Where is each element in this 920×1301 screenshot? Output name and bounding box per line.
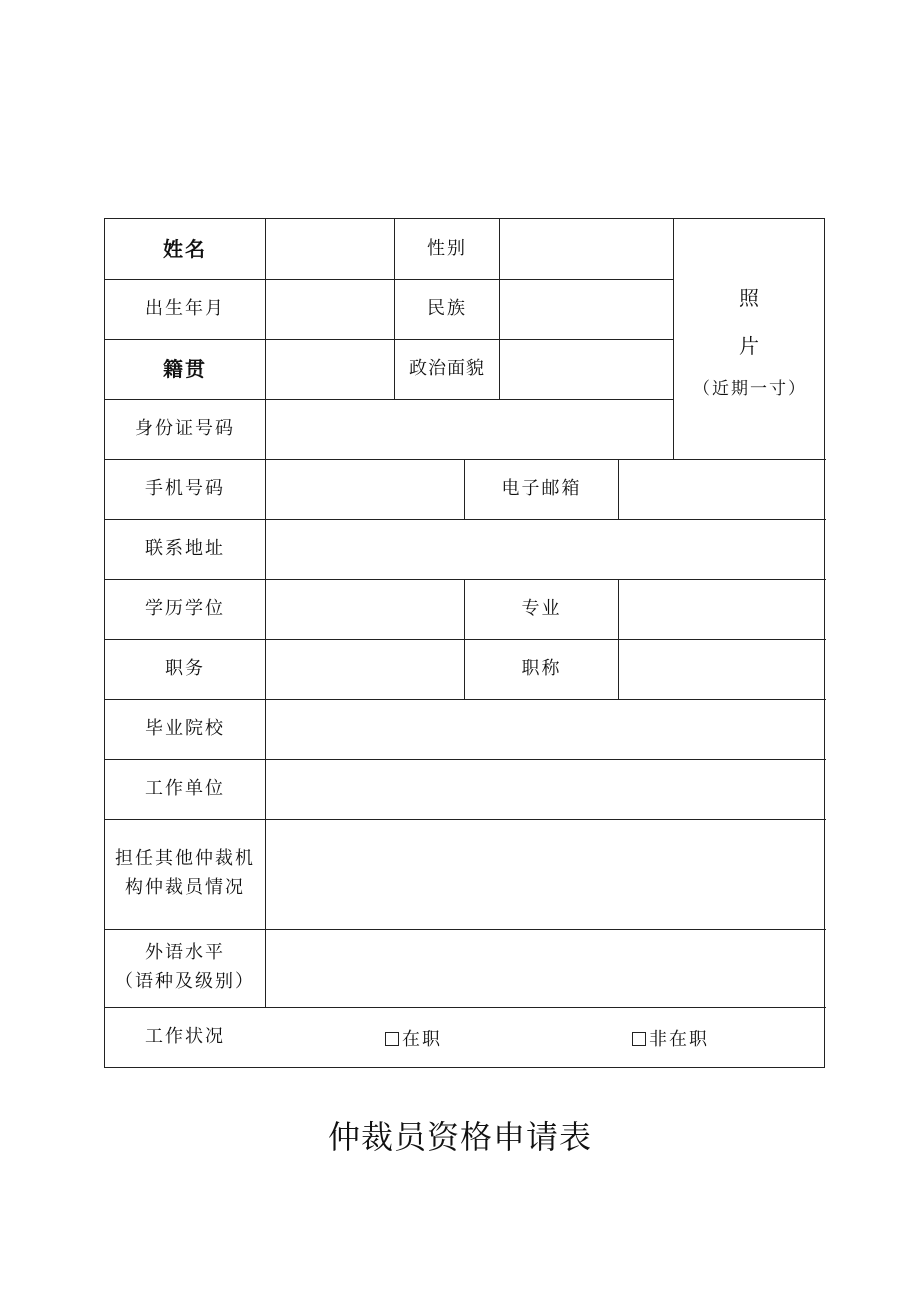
- employer-label: 工作单位: [145, 777, 225, 799]
- language-label: [105, 929, 265, 1007]
- education-label: 学历学位: [145, 597, 225, 619]
- photo-label-line2: 片: [739, 334, 761, 359]
- email-label: 电子邮箱: [501, 477, 582, 499]
- political-field[interactable]: [500, 339, 673, 399]
- address-field[interactable]: [266, 519, 826, 579]
- option-employed-label: 在职: [402, 1029, 442, 1050]
- name-field[interactable]: [266, 219, 394, 279]
- mobile-label: 手机号码: [145, 477, 225, 499]
- email-field[interactable]: [619, 459, 826, 519]
- photo-size-note: （近期一寸）: [693, 379, 807, 400]
- birth-label: 出生年月: [145, 297, 225, 319]
- language-field[interactable]: [266, 929, 826, 1007]
- major-field[interactable]: [619, 579, 826, 639]
- professional-title-field[interactable]: [619, 639, 826, 699]
- school-label: 毕业院校: [145, 717, 225, 739]
- language-label-line2: （语种及级别）: [115, 971, 255, 992]
- option-employed[interactable]: [385, 1025, 442, 1051]
- gender-label: 性别: [427, 237, 467, 259]
- gender-field[interactable]: [500, 219, 673, 279]
- birth-field[interactable]: [266, 279, 394, 339]
- application-form-table: [104, 218, 825, 1068]
- other-arbitration-label-line1: 担任其他仲裁机: [115, 848, 255, 870]
- page-title: 仲裁员资格申请表: [327, 1118, 592, 1156]
- photo-box[interactable]: [674, 219, 826, 459]
- other-arbitration-label-line2: 构仲裁员情况: [125, 877, 245, 898]
- mobile-field[interactable]: [266, 459, 464, 519]
- major-label: 专业: [521, 597, 562, 619]
- ethnicity-field[interactable]: [500, 279, 673, 339]
- employer-field[interactable]: [266, 759, 826, 819]
- photo-label-line1: 照: [739, 286, 761, 311]
- professional-title-label: 职称: [521, 657, 562, 679]
- native-place-label: 籍贯: [163, 357, 207, 381]
- political-label: 政治面貌: [409, 357, 485, 379]
- id-number-field[interactable]: [266, 399, 673, 459]
- position-field[interactable]: [266, 639, 464, 699]
- ethnicity-label: 民族: [427, 297, 467, 319]
- address-label: 联系地址: [145, 537, 225, 559]
- checkbox-not-employed[interactable]: [632, 1032, 646, 1046]
- option-not-employed-label: 非在职: [649, 1029, 709, 1050]
- other-arbitration-label: [105, 819, 265, 929]
- native-place-field[interactable]: [266, 339, 394, 399]
- other-arbitration-field[interactable]: [266, 819, 826, 929]
- school-field[interactable]: [266, 699, 826, 759]
- id-number-label: 身份证号码: [135, 417, 235, 439]
- education-field[interactable]: [266, 579, 464, 639]
- work-status-label: 工作状况: [145, 1025, 225, 1047]
- position-label: 职务: [165, 657, 205, 679]
- option-not-employed[interactable]: [632, 1025, 709, 1051]
- name-label: 姓名: [163, 237, 207, 261]
- language-label-line1: 外语水平: [145, 942, 225, 964]
- checkbox-employed[interactable]: [385, 1032, 399, 1046]
